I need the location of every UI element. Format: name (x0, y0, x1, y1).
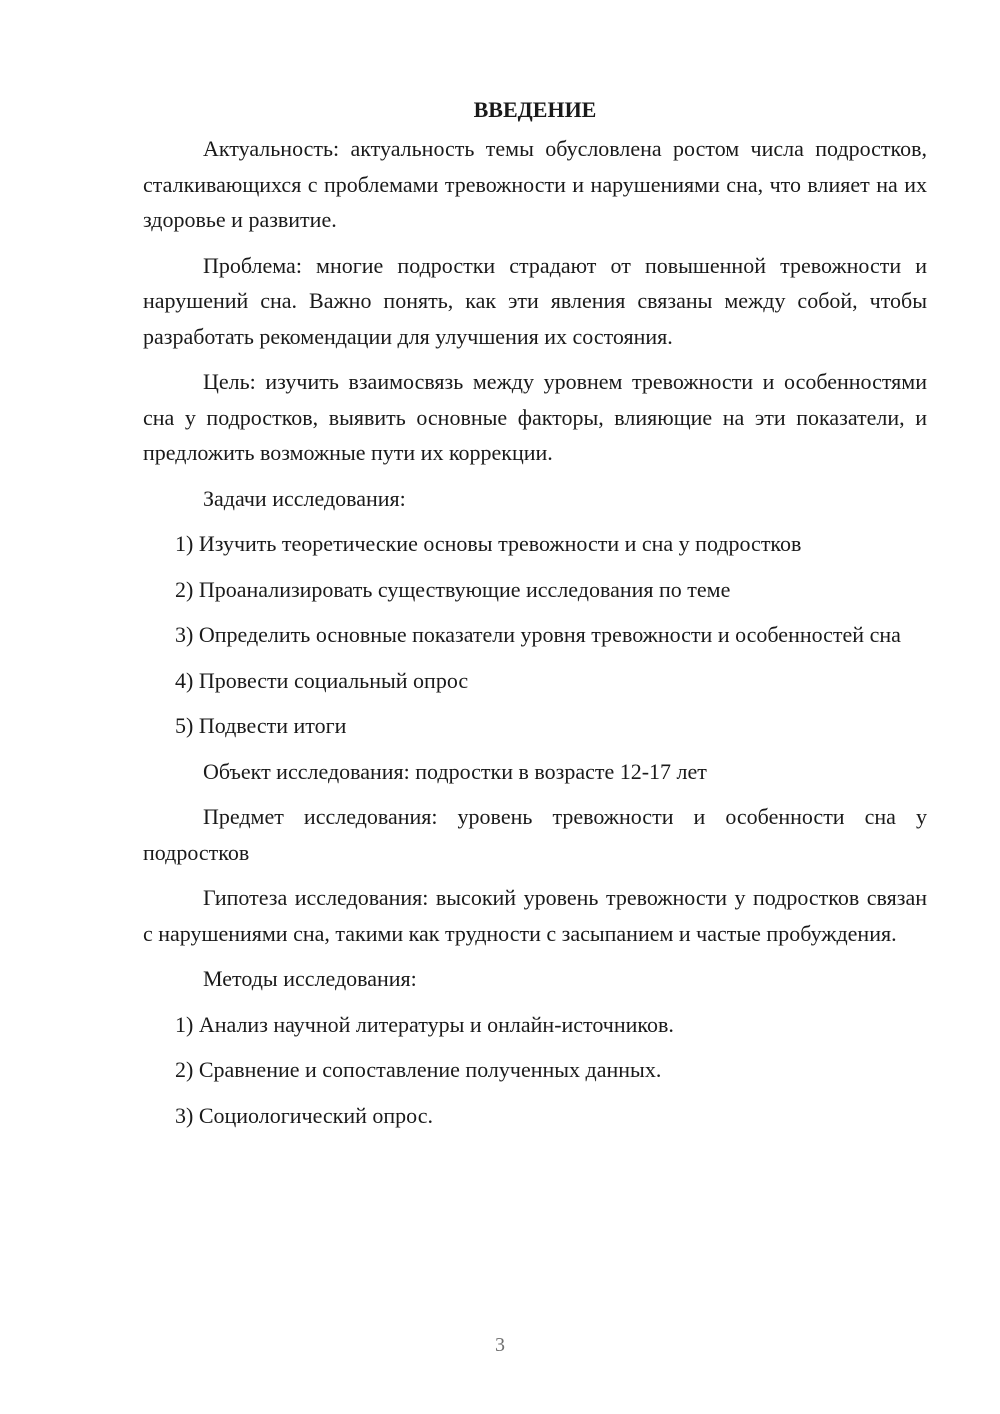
task-item-4: 4) Провести социальный опрос (175, 667, 469, 693)
tasks-heading: Задачи исследования: (203, 485, 406, 511)
page-content (143, 92, 927, 1143)
task-item-5: 5) Подвести итоги (175, 713, 347, 738)
page-title: ВВЕДЕНИЕ (473, 97, 597, 122)
paragraph-relevance: Актуальность: актуальность темы обусловлена ростом числа подростков, сталкивающихся с проблемами тревожности и нарушениями сна, что влияет на их здоровье и развитие. (143, 136, 927, 232)
paragraph-subject: Предмет исследования: уровень тревожности и особенности сна у подростков (143, 804, 927, 865)
page-number: 3 (495, 1334, 505, 1356)
task-item-1: 1) Изучить теоретические основы тревожности и сна у подростков (175, 531, 802, 556)
paragraph-hypothesis: Гипотеза исследования: высокий уровень тревожности у подростков связан с нарушениями сна, такими как трудности с засыпанием и частые пробуждения. (143, 885, 927, 946)
methods-heading: Методы исследования: (203, 966, 417, 991)
method-item-1: 1) Анализ научной литературы и онлайн-источников. (175, 1011, 674, 1037)
task-item-2: 2) Проанализировать существующие исследования по теме (175, 576, 731, 602)
task-item-3: 3) Определить основные показатели уровня тревожности и особенностей сна (175, 622, 901, 647)
paragraph-problem: Проблема: многие подростки страдают от повышенной тревожности и нарушений сна. Важно понять, как эти явления связаны между собой, чтобы разработать рекомендации для улучшения их состояния. (143, 252, 927, 349)
method-item-3: 3) Социологический опрос. (175, 1102, 433, 1128)
paragraph-goal: Цель: изучить взаимосвязь между уровнем тревожности и особенностями сна у подростков, выявить основные факторы, влияющие на эти показатели, и предложить возможные пути их коррекции. (143, 369, 927, 465)
paragraph-object: Объект исследования: подростки в возрасте 12-17 лет (203, 758, 707, 784)
method-item-2: 2) Сравнение и сопоставление полученных данных. (175, 1057, 662, 1082)
